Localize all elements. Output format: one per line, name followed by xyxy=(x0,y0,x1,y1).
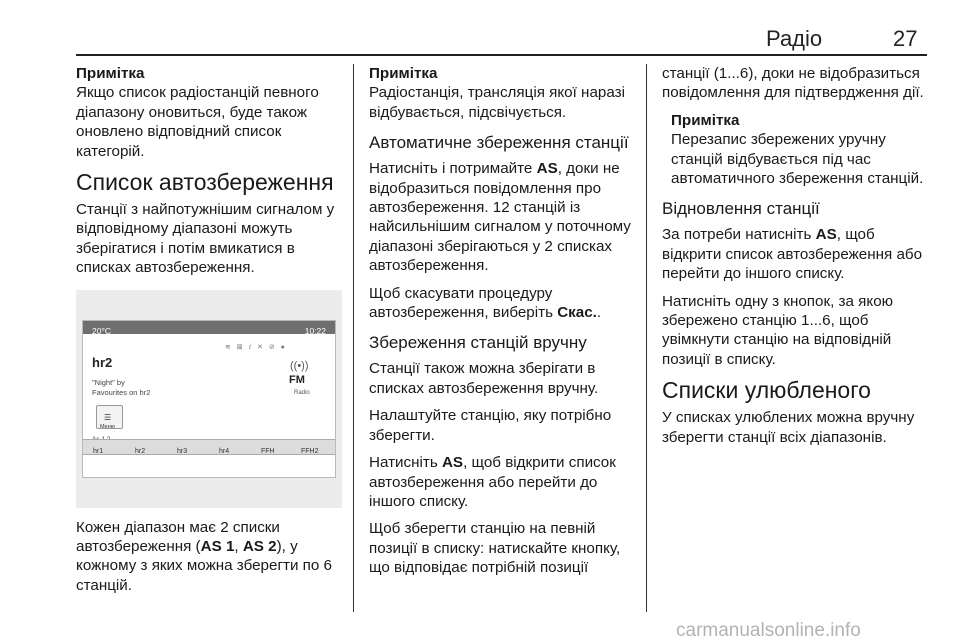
rds-label: Radio xyxy=(294,389,310,396)
heading-recall: Відновлення станції xyxy=(662,199,820,219)
infotainment-screenshot xyxy=(76,290,342,508)
section-title: Радіо xyxy=(766,26,823,51)
note xyxy=(369,64,635,122)
clock: 10:22 xyxy=(304,325,326,336)
paragraph: Щоб скасувати процедуру автозбереження, виберіть Скас.. xyxy=(369,284,602,322)
paragraph: Натисніть AS, щоб відкрити список автозбереження або перейти до іншого списку. xyxy=(369,454,616,510)
note xyxy=(662,111,928,189)
temperature: 20°C xyxy=(92,325,111,336)
paragraph: Налаштуйте станцію, яку потрібно зберегти. xyxy=(369,407,612,444)
favourite-button[interactable]: hr3 xyxy=(177,447,188,455)
paragraph: Станції з найпотужнішим сигналом у відповідному діапазоні можуть зберігатися і потім вмикатися в списках автозбереження. xyxy=(76,201,335,277)
paragraph: Натисніть і потримайте AS, доки не відобразиться повідомлення про автозбереження. 12 станцій із найсильнішим сигналом у поточному діапазоні зберігаються у 2 списках автозбереження. xyxy=(369,160,631,275)
note-title: Примітка xyxy=(76,65,145,82)
radio-text: Favourites on hr2 xyxy=(92,387,151,397)
radio-text: "Night" by xyxy=(92,377,125,387)
column-divider xyxy=(646,64,647,612)
paragraph: Щоб зберегти станцію на певній позиції в списку: натискайте кнопку, що відповідає потрібній позиції xyxy=(369,520,621,577)
note-text: Радіостанція, трансляція якої наразі відбувається, підсвічується. xyxy=(369,84,625,121)
note-text: Якщо список радіостанцій певного діапазону оновиться, буде також оновлено відповідний список категорій. xyxy=(76,84,319,160)
menu-label: Меню xyxy=(100,423,115,430)
paragraph: За потреби натисніть AS, щоб відкрити список автозбереження або перейти до іншого списку. xyxy=(662,226,923,283)
broadcast-icon: ((•)) xyxy=(290,359,309,372)
note-title: Примітка xyxy=(369,65,438,82)
paragraph: У списках улюблених можна вручну зберегти станції всіх діапазонів. xyxy=(662,409,915,446)
page-number: 27 xyxy=(893,26,918,51)
heading-favourites: Списки улюбленого xyxy=(662,377,871,404)
menu-icon: ☰ xyxy=(104,412,112,422)
favourites-bar xyxy=(83,439,335,455)
watermark: carmanualsonline.info xyxy=(676,620,861,641)
note-text: Перезапис збережених уручну станцій відбувається під час автоматичного збереження станцій. xyxy=(671,131,924,188)
paragraph: Кожен діапазон має 2 списки автозбереження (AS 1, AS 2), у кожному з яких можна зберегти по 6 станцій. xyxy=(76,518,332,594)
paragraph: Станції також можна зберігати в списках автозбереження вручну. xyxy=(369,360,599,397)
band-label: FM xyxy=(289,373,305,386)
column-3 xyxy=(662,64,928,455)
heading-manual-store: Збереження станцій вручну xyxy=(369,333,587,353)
radio-screen xyxy=(82,320,336,478)
header-divider xyxy=(76,54,927,56)
menu-button[interactable] xyxy=(96,405,123,429)
status-icons: ≋ ⊠ ⅈ ✕ ⊘ ● xyxy=(225,343,287,351)
note xyxy=(76,64,342,161)
column-divider xyxy=(353,64,354,612)
favourite-button[interactable]: FFH xyxy=(261,447,275,455)
station-name: hr2 xyxy=(92,354,113,370)
page-header xyxy=(0,0,960,58)
note-title: Примітка xyxy=(671,111,740,129)
favourite-button[interactable]: hr2 xyxy=(135,447,146,455)
favourite-button[interactable]: hr1 xyxy=(93,447,104,455)
favourite-button[interactable]: hr4 xyxy=(219,447,230,455)
paragraph: Натисніть одну з кнопок, за якою збережено станцію 1...6, щоб увімкнути станцію на відповідній позиції в списку. xyxy=(662,292,894,368)
favourite-button[interactable]: FFH2 xyxy=(301,447,319,455)
heading-auto-store: Автоматичне збереження станції xyxy=(369,133,629,153)
heading-autostore-list: Список автозбереження xyxy=(76,169,334,196)
paragraph: станції (1...6), доки не відобразиться повідомлення для підтвердження дії. xyxy=(662,65,924,102)
column-1 xyxy=(76,64,342,603)
status-bar xyxy=(83,321,335,334)
column-2 xyxy=(369,64,635,586)
